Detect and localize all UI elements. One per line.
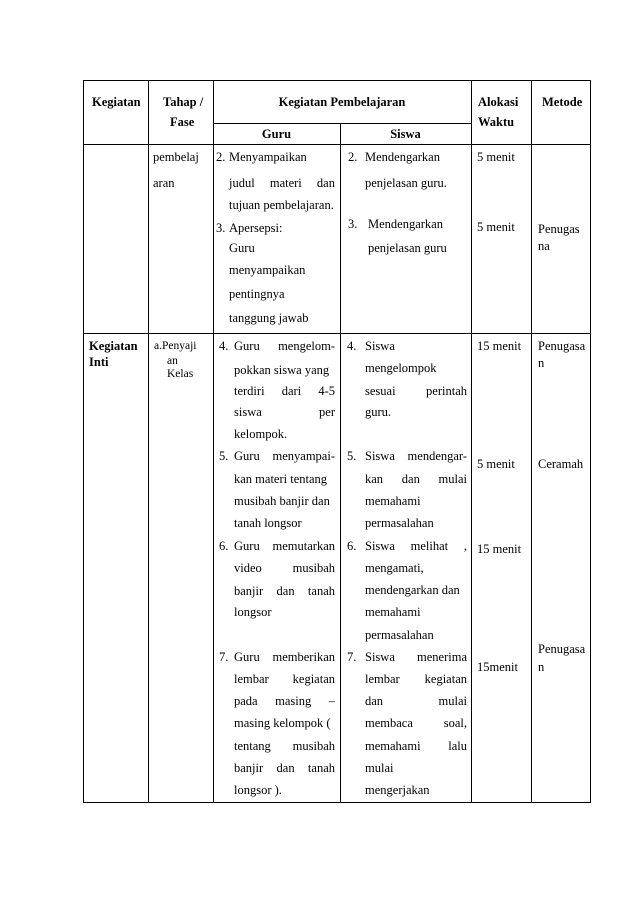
row2-guru4-number: 4. xyxy=(219,339,229,353)
row1-guru2-line3: tujuan pembelajaran. xyxy=(229,198,334,212)
header-siswa: Siswa xyxy=(390,127,421,141)
row1-siswa3-line1: Mendengarkan xyxy=(368,217,443,231)
row2-metode1-line2: n xyxy=(538,356,545,370)
row2-siswa4-line3: sesuai perintah xyxy=(365,384,467,398)
row2-siswa5-line3: memahami xyxy=(365,494,421,508)
row1-waktu2: 5 menit xyxy=(477,220,515,234)
row2-guru4-line4: siswa per xyxy=(234,405,335,419)
row2-siswa6-line4: memahami xyxy=(365,605,421,619)
row2-kegiatan-line2: Inti xyxy=(89,355,109,369)
row2-siswa5-line4: permasalahan xyxy=(365,516,434,530)
row1-guru3-line3: menyampaikan xyxy=(229,263,306,277)
row1-siswa3-line2: penjelasan guru xyxy=(368,241,447,255)
row1-waktu1: 5 menit xyxy=(477,150,515,164)
row2-siswa7-line3: dan mulai xyxy=(365,694,467,708)
row2-siswa4-number: 4. xyxy=(347,339,357,353)
row2-guru7-line4: masing kelompok ( xyxy=(234,716,331,730)
row1-metode-line1: Penugas xyxy=(538,222,580,236)
row2-siswa6-line3: mendengarkan dan xyxy=(365,583,460,597)
row2-guru7-line7: longsor ). xyxy=(234,783,282,797)
header-kegiatan: Kegiatan xyxy=(92,95,141,109)
header-alokasi-line1: Alokasi xyxy=(478,95,519,109)
row2-tahap-line3: Kelas xyxy=(167,368,194,380)
row2-siswa7-line4: membaca soal, xyxy=(365,716,467,730)
row1-tahap-line1: pembelaj xyxy=(153,150,199,164)
row2-waktu3: 15 menit xyxy=(477,542,522,556)
row2-guru5-line4: tanah longsor xyxy=(234,516,302,530)
row1-guru2-line2: judul materi dan xyxy=(229,176,335,190)
table-border-left xyxy=(83,80,84,803)
row2-guru7-line1: Guru memberikan xyxy=(234,650,335,664)
header-guru: Guru xyxy=(261,127,292,141)
row2-guru6-number: 6. xyxy=(219,539,229,553)
row2-guru5-number: 5. xyxy=(219,449,229,463)
row2-guru4-line3: terdiri dari 4-5 xyxy=(234,384,335,398)
row2-siswa5-line1: Siswa mendengar- xyxy=(365,449,467,463)
row1-siswa2-line2: penjelasan guru. xyxy=(365,176,447,190)
row2-siswa7-line1: Siswa menerima xyxy=(365,650,467,664)
row-divider xyxy=(83,333,591,334)
header-tahap-line2: Fase xyxy=(170,115,195,129)
table-border-bottom xyxy=(83,802,591,803)
row2-metode3-line2: n xyxy=(538,660,545,674)
row2-guru7-line2: lembar kegiatan xyxy=(234,672,335,686)
row1-guru3-line1: Apersepsi: xyxy=(229,221,283,235)
row2-siswa6-line2: mengamati, xyxy=(365,561,424,575)
subheader-divider xyxy=(213,123,471,124)
row2-siswa6-line5: permasalahan xyxy=(365,628,434,642)
table-border-top xyxy=(83,80,591,81)
col-divider-1 xyxy=(148,80,149,803)
col-divider-4 xyxy=(471,80,472,803)
row2-siswa6-line1: Siswa melihat , xyxy=(365,539,467,553)
row2-waktu1: 15 menit xyxy=(477,339,522,353)
row2-guru5-line3: musibah banjir dan xyxy=(234,494,330,508)
row2-guru4-line2: pokkan siswa yang xyxy=(234,363,330,377)
row2-metode2: Ceramah xyxy=(538,457,584,471)
row2-guru4-line1: Guru mengelom- xyxy=(234,339,335,353)
row2-siswa4-line1: Siswa xyxy=(365,339,395,353)
row2-guru6-line1: Guru memutarkan xyxy=(234,539,335,553)
row1-metode-line2: na xyxy=(538,239,550,253)
row2-siswa5-number: 5. xyxy=(347,449,357,463)
row1-siswa2-line1: Mendengarkan xyxy=(365,150,440,164)
header-tahap-line1: Tahap / xyxy=(163,95,204,109)
row2-siswa7-line6: mulai xyxy=(365,761,394,775)
row2-metode3-line1: Penugasa xyxy=(538,642,586,656)
header-alokasi-line2: Waktu xyxy=(478,115,515,129)
row2-guru7-number: 7. xyxy=(219,650,229,664)
row2-metode1-line1: Penugasa xyxy=(538,339,586,353)
row2-guru6-line4: longsor xyxy=(234,605,272,619)
row2-waktu2: 5 menit xyxy=(477,457,515,471)
row1-siswa3-number: 3. xyxy=(348,217,358,231)
row1-guru3-line2: Guru xyxy=(229,241,255,255)
row2-tahap-line2: an xyxy=(167,355,178,367)
row2-guru6-line3: banjir dan tanah xyxy=(234,584,335,598)
row1-guru3-line5: tanggung jawab xyxy=(229,311,309,325)
col-divider-2 xyxy=(213,80,214,803)
row2-siswa4-line4: guru. xyxy=(365,405,392,419)
row1-guru3-number: 3. xyxy=(216,221,226,235)
row2-guru4-line5: kelompok. xyxy=(234,427,288,441)
row2-guru7-line5: tentang musibah xyxy=(234,739,335,753)
row2-siswa7-line2: lembar kegiatan xyxy=(365,672,467,686)
header-bottom-border xyxy=(83,144,591,145)
row1-tahap-line2: aran xyxy=(153,176,175,190)
row2-guru6-line2: video musibah xyxy=(234,561,335,575)
row2-guru7-line3: pada masing – xyxy=(234,694,335,708)
row1-guru2-line1: Menyampaikan xyxy=(229,150,307,164)
header-kegiatan-pembelajaran: Kegiatan Pembelajaran xyxy=(278,95,406,109)
header-metode: Metode xyxy=(542,95,583,109)
row2-siswa7-number: 7. xyxy=(347,650,357,664)
row1-guru2-number: 2. xyxy=(216,150,226,164)
row2-kegiatan-line1: Kegiatan xyxy=(89,339,138,353)
row2-siswa7-line7: mengerjakan xyxy=(365,783,430,797)
row2-tahap-line1: a.Penyaji xyxy=(154,340,197,352)
row2-guru7-line6: banjir dan tanah xyxy=(234,761,335,775)
row1-guru3-line4: pentingnya xyxy=(229,287,285,301)
row2-siswa6-number: 6. xyxy=(347,539,357,553)
col-divider-5 xyxy=(531,80,532,803)
row2-siswa5-line2: kan dan mulai xyxy=(365,472,467,486)
row1-siswa2-number: 2. xyxy=(348,150,358,164)
col-divider-3 xyxy=(340,123,341,803)
row2-waktu4: 15menit xyxy=(477,660,518,674)
row2-siswa7-line5: memahami lalu xyxy=(365,739,467,753)
row2-guru5-line1: Guru menyampai- xyxy=(234,449,335,463)
table-border-right xyxy=(590,80,591,803)
row2-siswa4-line2: mengelompok xyxy=(365,361,437,375)
row2-guru5-line2: kan materi tentang xyxy=(234,472,328,486)
